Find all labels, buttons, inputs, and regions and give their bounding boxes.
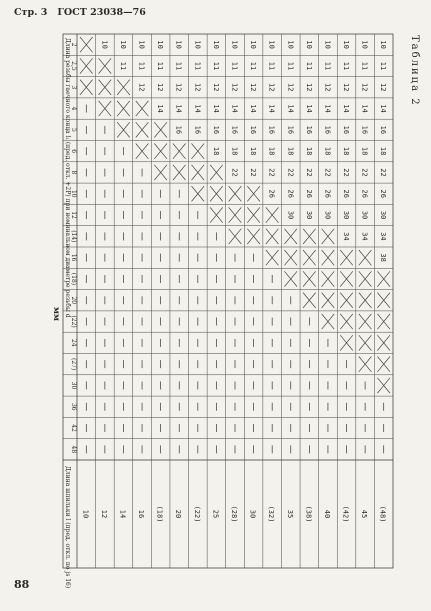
- diameter-header: 5: [70, 127, 77, 132]
- thread-length-cell: 22: [342, 168, 351, 177]
- cross-mark: [377, 378, 390, 393]
- thread-length-cell: 30: [360, 210, 369, 220]
- thread-length-cell: 12: [323, 83, 332, 92]
- cross-mark: [322, 250, 335, 265]
- thread-length-cell: 14: [304, 104, 313, 113]
- thread-length-cell: 14: [174, 104, 183, 113]
- cross-mark: [192, 144, 205, 159]
- cross-mark: [340, 335, 353, 350]
- cross-mark: [322, 293, 335, 308]
- stud-length-cell: (48): [378, 505, 387, 523]
- thread-length-cell: 18: [342, 146, 351, 156]
- diameter-header: 36: [70, 402, 77, 411]
- units-label: мм: [52, 307, 62, 321]
- thread-length-cell: 10: [379, 40, 388, 49]
- stud-length-cell: 12: [99, 509, 108, 519]
- thread-length-cell: 16: [174, 125, 183, 135]
- diameter-header: 6: [70, 149, 77, 154]
- cross-mark: [247, 186, 260, 201]
- cross-mark: [210, 207, 223, 222]
- cross-mark: [266, 207, 279, 222]
- diameter-header: 8: [70, 170, 77, 175]
- diameter-header: 12: [70, 211, 77, 219]
- cross-mark: [117, 80, 130, 95]
- thread-length-cell: 11: [230, 61, 239, 71]
- diameter-header: 42: [70, 424, 77, 432]
- thread-length-cell: 12: [174, 83, 183, 92]
- thread-length-cell: 16: [267, 125, 276, 135]
- thread-length-cell: 11: [193, 61, 202, 71]
- cross-mark: [377, 357, 390, 372]
- cross-mark: [99, 101, 112, 116]
- stud-length-cell: 45: [360, 509, 369, 519]
- thread-length-cell: 11: [286, 61, 295, 71]
- thread-length-cell: 10: [360, 40, 369, 49]
- thread-length-cell: 10: [100, 40, 109, 49]
- cross-mark: [303, 250, 316, 265]
- thread-length-cell: 11: [304, 61, 313, 71]
- thread-length-cell: 30: [323, 210, 332, 220]
- thread-length-cell: 12: [267, 83, 276, 92]
- table-frame: [63, 34, 393, 568]
- cross-mark: [173, 165, 186, 180]
- thread-length-cell: 34: [360, 232, 369, 241]
- thread-length-cell: 10: [323, 40, 332, 49]
- diameter-header: 30: [70, 381, 77, 390]
- stud-length-cell: (18): [155, 505, 164, 523]
- thread-length-cell: 22: [230, 168, 239, 177]
- thread-length-cell: 11: [211, 61, 220, 71]
- thread-length-cell: 26: [360, 189, 369, 198]
- cross-mark: [340, 293, 353, 308]
- cross-mark: [229, 186, 242, 201]
- thread-length-cell: 10: [156, 40, 165, 49]
- thread-length-cell: 16: [230, 125, 239, 135]
- thread-length-cell: 16: [342, 125, 351, 135]
- diameter-header: (14): [70, 230, 77, 243]
- thread-length-cell: 22: [267, 168, 276, 177]
- thread-length-cell: 12: [193, 83, 202, 92]
- thread-length-cell: 16: [379, 125, 388, 135]
- thread-length-cell: 18: [267, 146, 276, 156]
- thread-length-cell: 12: [360, 83, 369, 92]
- cross-mark: [266, 229, 279, 244]
- thread-length-cell: 14: [342, 104, 351, 113]
- page-label: Стр. 3: [14, 6, 48, 18]
- diameter-header: 48: [70, 445, 77, 454]
- thread-length-cell: 12: [286, 83, 295, 92]
- cross-mark: [266, 250, 279, 265]
- thread-length-header: Длина резьбы гаечного конца l₁ (пред. откл. +2P) при номинальном диаметре резьбы d: [64, 38, 71, 318]
- thread-length-cell: 11: [249, 61, 258, 71]
- thread-length-cell: 26: [379, 189, 388, 198]
- thread-length-cell: 14: [323, 104, 332, 113]
- thread-length-cell: 30: [379, 210, 388, 220]
- cross-mark: [136, 144, 149, 159]
- stud-length-cell: 30: [248, 509, 257, 519]
- thread-length-cell: 18: [286, 146, 295, 156]
- thread-length-cell: 14: [211, 104, 220, 113]
- cross-mark: [80, 37, 93, 52]
- thread-length-cell: 34: [379, 232, 388, 241]
- thread-length-cell: 30: [286, 210, 295, 220]
- cross-mark: [340, 250, 353, 265]
- thread-length-cell: 11: [342, 61, 351, 71]
- thread-length-cell: 10: [286, 40, 295, 49]
- cross-mark: [117, 101, 130, 116]
- stud-length-cell: 16: [137, 509, 146, 519]
- cross-mark: [136, 122, 149, 137]
- thread-length-cell: 26: [342, 189, 351, 198]
- thread-length-cell: 22: [304, 168, 313, 177]
- thread-length-cell: 14: [286, 104, 295, 113]
- thread-length-cell: 18: [249, 146, 258, 156]
- diameter-header: 4: [70, 106, 77, 111]
- thread-length-cell: 30: [342, 210, 351, 220]
- thread-length-cell: 12: [379, 83, 388, 92]
- cross-mark: [229, 207, 242, 222]
- diameter-header: 20: [70, 296, 77, 305]
- thread-length-cell: 34: [342, 232, 351, 241]
- cross-mark: [80, 58, 93, 73]
- thread-length-cell: 12: [342, 83, 351, 92]
- diameter-header: 3: [70, 85, 77, 90]
- thread-length-cell: 10: [230, 40, 239, 49]
- cross-mark: [359, 335, 372, 350]
- thread-length-cell: 10: [174, 40, 183, 49]
- thread-length-cell: 11: [174, 61, 183, 71]
- thread-length-cell: 18: [379, 146, 388, 156]
- stud-length-cell: (38): [304, 505, 313, 523]
- cross-mark: [340, 314, 353, 329]
- thread-length-cell: 26: [267, 189, 276, 198]
- thread-length-cell: 10: [342, 40, 351, 49]
- diameter-header: (18): [70, 272, 77, 286]
- stud-length-cell: 35: [285, 509, 294, 519]
- cross-mark: [154, 165, 167, 180]
- standard-number: ГОСТ 23038—76: [57, 6, 146, 18]
- diameter-header: 24: [70, 339, 77, 347]
- thread-length-cell: 10: [249, 40, 258, 49]
- diameter-header: (22): [70, 315, 77, 328]
- thread-length-cell: 22: [286, 168, 295, 177]
- cross-mark: [247, 229, 260, 244]
- cross-mark: [99, 80, 112, 95]
- thread-length-cell: 12: [304, 83, 313, 92]
- cross-mark: [359, 250, 372, 265]
- stud-length-cell: 10: [81, 509, 90, 519]
- thread-length-cell: 10: [118, 40, 127, 49]
- thread-length-cell: 16: [360, 125, 369, 135]
- cross-mark: [284, 271, 297, 286]
- thread-length-cell: 22: [323, 168, 332, 177]
- cross-mark: [192, 186, 205, 201]
- thread-length-cell: 18: [304, 146, 313, 156]
- thread-length-cell: 18: [323, 146, 332, 156]
- stud-length-cell: (22): [192, 505, 201, 523]
- diameter-header: (27): [70, 357, 77, 371]
- cross-mark: [359, 293, 372, 308]
- diameter-header: 2: [70, 42, 77, 47]
- thread-length-cell: 16: [286, 125, 295, 135]
- thread-length-cell: 11: [118, 61, 127, 71]
- thread-length-cell: 18: [211, 146, 220, 156]
- stud-length-cell: (28): [230, 505, 238, 523]
- diameter-header: 2,5: [70, 61, 77, 71]
- cross-mark: [377, 314, 390, 329]
- cross-mark: [322, 229, 335, 244]
- thread-length-cell: 16: [323, 125, 332, 135]
- diameter-header: 16: [70, 253, 77, 262]
- thread-length-cell: 10: [304, 40, 313, 49]
- cross-mark: [303, 293, 316, 308]
- cross-mark: [136, 101, 149, 116]
- thread-length-cell: 12: [156, 83, 165, 92]
- thread-length-cell: 26: [304, 189, 313, 198]
- thread-length-cell: 12: [230, 83, 239, 92]
- thread-length-cell: 11: [379, 61, 388, 71]
- thread-length-cell: 12: [211, 83, 220, 92]
- thread-length-cell: 11: [323, 61, 332, 71]
- cross-mark: [322, 314, 335, 329]
- thread-length-cell: 16: [304, 125, 313, 135]
- thread-length-cell: 26: [323, 189, 332, 198]
- stud-length-cell: 25: [211, 509, 220, 519]
- thread-length-cell: 14: [193, 104, 202, 113]
- thread-length-cell: 16: [193, 125, 202, 135]
- thread-length-cell: 10: [193, 40, 202, 49]
- cross-mark: [210, 165, 223, 180]
- thread-length-cell: 11: [137, 61, 146, 71]
- cross-mark: [154, 122, 167, 137]
- thread-length-cell: 12: [249, 83, 258, 92]
- cross-mark: [284, 250, 297, 265]
- cross-mark: [377, 335, 390, 350]
- cross-mark: [359, 314, 372, 329]
- thread-length-cell: 22: [379, 168, 388, 177]
- cross-mark: [359, 357, 372, 372]
- thread-length-cell: 22: [360, 168, 369, 177]
- cross-mark: [303, 271, 316, 286]
- cross-mark: [359, 271, 372, 286]
- page-number: 88: [14, 578, 30, 591]
- cross-mark: [210, 186, 223, 201]
- cross-mark: [173, 144, 186, 159]
- thread-length-cell: 10: [267, 40, 276, 49]
- thread-length-cell: 14: [230, 104, 239, 113]
- thread-length-cell: 14: [360, 104, 369, 113]
- thread-length-cell: 11: [267, 61, 276, 71]
- cross-mark: [322, 271, 335, 286]
- thread-length-cell: 12: [137, 83, 146, 92]
- stud-length-cell: (42): [341, 505, 350, 523]
- cross-mark: [80, 80, 93, 95]
- thread-length-cell: 16: [211, 125, 220, 135]
- cross-mark: [340, 271, 353, 286]
- thread-length-cell: 11: [360, 61, 369, 71]
- diameter-header: 10: [70, 189, 77, 198]
- thread-length-cell: 18: [230, 146, 239, 156]
- stud-length-cell: (32): [267, 505, 276, 523]
- stud-length-header: Длина шпильки l (пред. откл. по js 16): [64, 466, 71, 589]
- table-title: Таблица 2: [409, 35, 420, 107]
- stud-length-cell: 14: [118, 509, 127, 519]
- stud-length-cell: 20: [174, 509, 183, 519]
- thread-length-cell: 26: [286, 189, 295, 198]
- thread-length-cell: 14: [249, 104, 258, 113]
- cross-mark: [229, 229, 242, 244]
- cross-mark: [247, 207, 260, 222]
- cross-mark: [192, 165, 205, 180]
- cross-mark: [284, 229, 297, 244]
- thread-length-cell: 38: [379, 253, 388, 262]
- thread-length-cell: 14: [379, 104, 388, 113]
- thread-length-cell: 10: [137, 40, 146, 49]
- thread-length-cell: 18: [360, 146, 369, 156]
- stud-length-cell: 40: [322, 509, 331, 519]
- cross-mark: [377, 293, 390, 308]
- thread-length-cell: 11: [156, 61, 165, 71]
- cross-mark: [303, 229, 316, 244]
- cross-mark: [117, 122, 130, 137]
- cross-mark: [99, 58, 112, 73]
- thread-length-cell: 10: [211, 40, 220, 49]
- thread-length-cell: 22: [249, 168, 258, 177]
- thread-length-cell: 14: [267, 104, 276, 113]
- thread-length-cell: 14: [156, 104, 165, 113]
- thread-length-cell: 30: [304, 210, 313, 220]
- cross-mark: [154, 144, 167, 159]
- thread-length-cell: 16: [249, 125, 258, 135]
- cross-mark: [377, 271, 390, 286]
